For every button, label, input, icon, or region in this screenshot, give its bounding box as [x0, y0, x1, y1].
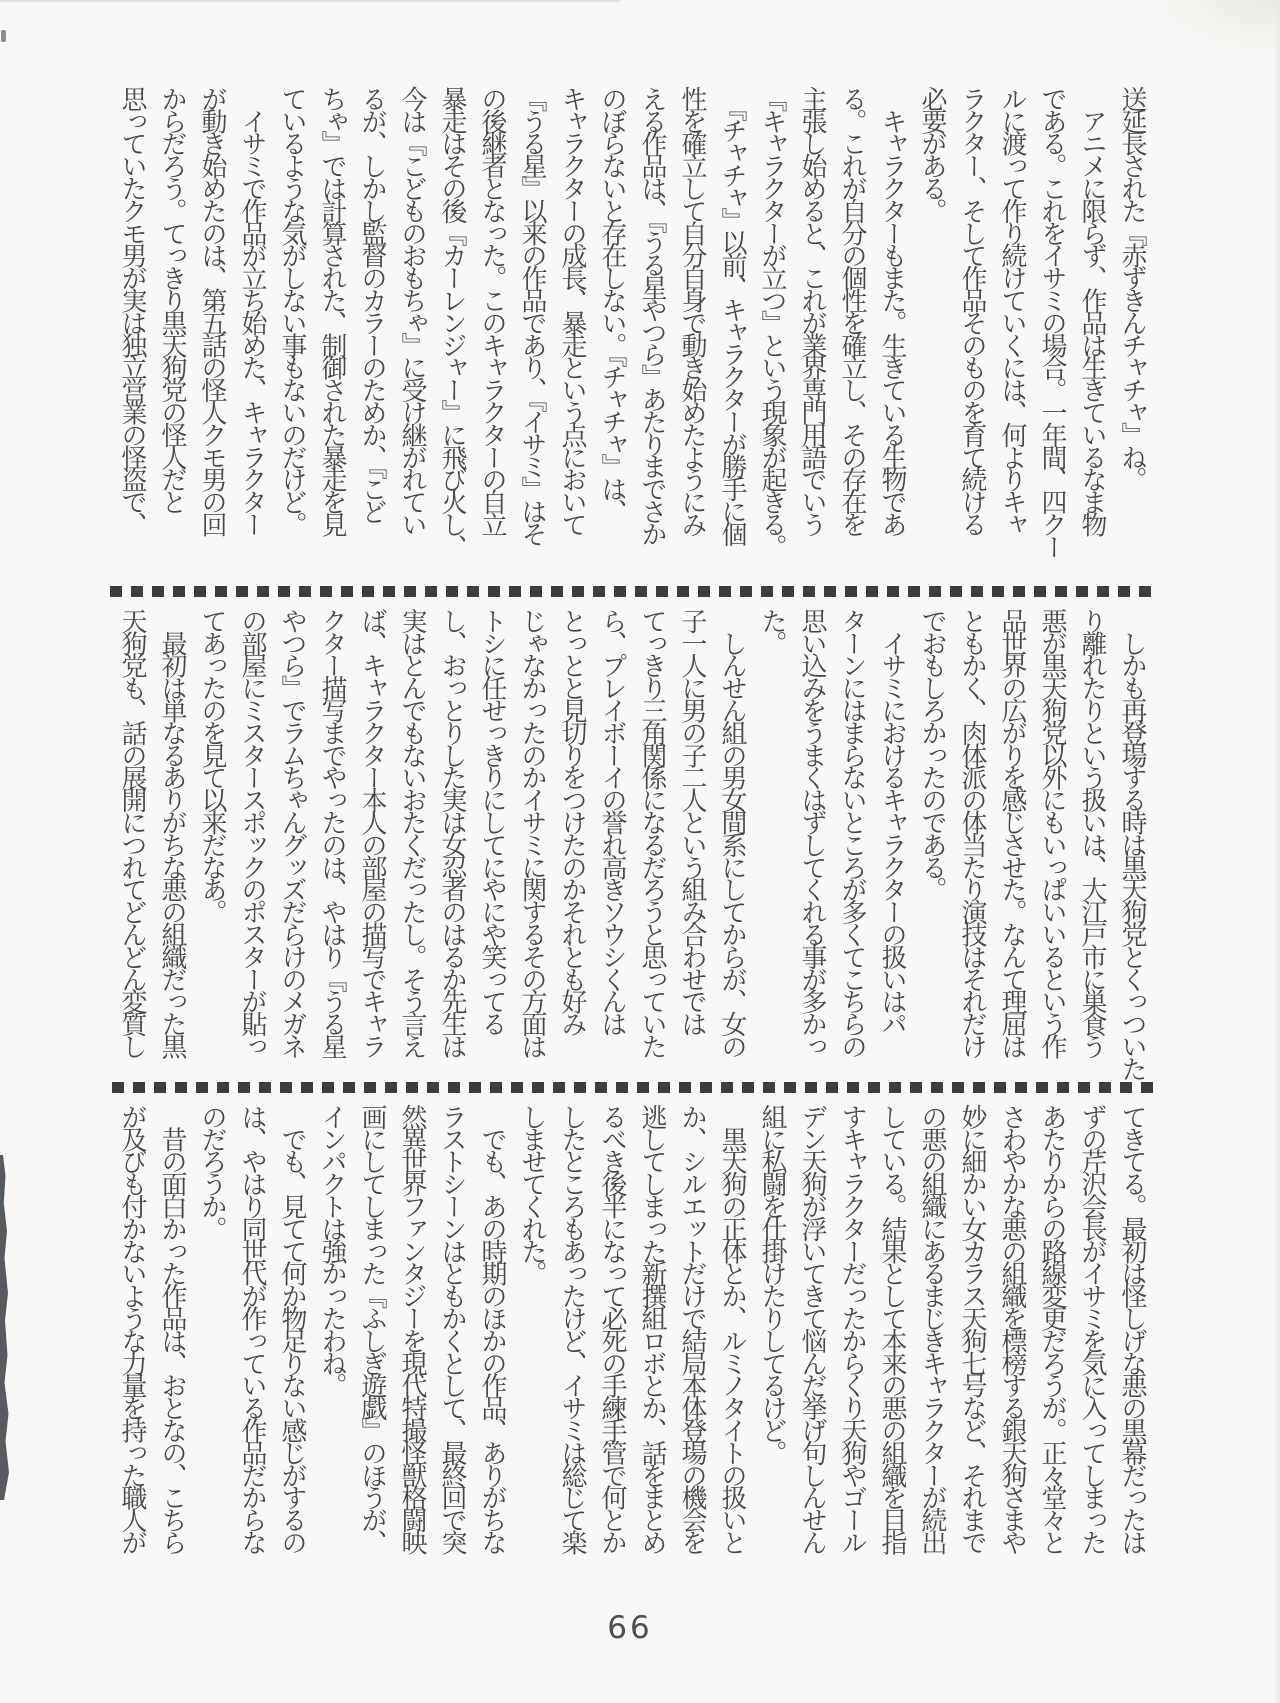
text-column: である。これをイサミの場合。一年間、四クー [1037, 86, 1067, 557]
text-column: が及びも付かないような力量を持った職人が [117, 1104, 147, 1553]
text-column: しかも再登場する時は黒天狗党とくっついた [1117, 608, 1147, 1079]
text-column: 子一人に男の子二人という組み合わせでは [677, 608, 707, 1034]
text-column: 悪が黒天狗党以外にもいっぱいいるという作 [1037, 608, 1067, 1057]
text-column: しませてくれた。 [517, 1104, 547, 1284]
text-column: 品世界の広がりを感じさせた。なんて理屈は [997, 608, 1027, 1057]
text-column: える作品は、『うる星やつら』あたりまでさか [637, 86, 667, 544]
text-column: 性を確立して自分自身で動き始めたようにみ [677, 86, 707, 535]
text-column: の後継者となった。このキャラクターの自立 [477, 86, 507, 535]
text-column: 送延長された『赤ずきんチャチャ』ね。 [1117, 86, 1147, 490]
text-column: やつら』でラムちゃんグッズだらけのメガネ [277, 608, 307, 1057]
text-column: 必要がある。 [917, 86, 947, 221]
text-column: とっとと見切りをつけたのかそれとも好み [557, 608, 587, 1034]
dotted-divider-bottom [112, 1082, 1156, 1093]
text-column: のぼらないと存在しない。『チャチャ』は、 [597, 86, 627, 522]
text-column: ば、キャラクター本人の部屋の描写でキャラ [357, 608, 387, 1057]
text-column: キャラクターもまた。生きている生物であ [877, 86, 907, 535]
text-column: てっきり三角関係になるだろうと思っていた [637, 608, 667, 1057]
text-column: 主張し始めると、これが業界専門用語でいう [797, 86, 827, 535]
text-column: 黒天狗の正体とか、ルミノタイトの扱いと [717, 1104, 747, 1553]
text-column: トシに任せっきりにしてにやにや笑ってる [477, 608, 507, 1034]
text-column: 組に私闘を仕掛けたりしてるけど。 [757, 1104, 787, 1463]
text-column: アニメに限らず、作品は生きているなま物 [1077, 86, 1107, 535]
text-column: か、シルエットだけで結局本体登場の機会を [677, 1104, 707, 1553]
text-column: インパクトは強かったわね。 [317, 1104, 347, 1396]
text-column: でも、見てて何か物足りない感じがするの [277, 1104, 307, 1553]
text-column: ずの芹沢会長がイサミを気に入ってしまった [1077, 1104, 1107, 1553]
text-column: 実はとんでもないおたくだったし。そう言え [397, 608, 427, 1057]
text-column: ているような気がしない事もないのだけど。 [277, 86, 307, 535]
text-section-top [110, 86, 1152, 560]
text-column: ラストシーンはともかくとして、最終回で突 [437, 1104, 467, 1553]
text-column: イサミにおけるキャラクターの扱いはパ [877, 608, 907, 1034]
text-column: てきてる。最初は怪しげな悪の黒幕だったは [1117, 1104, 1147, 1553]
scan-corner-shading [1150, 0, 1280, 55]
text-column: 天狗党も、話の展開につれてどんどん変質し [117, 608, 147, 1057]
text-column: している。結果として本来の悪の組織を目指 [877, 1104, 907, 1553]
text-column: あたりからの路線変更だろうが。正々堂々と [1037, 1104, 1067, 1553]
text-column: るが、しかし監督のカラーのためか、『こど [357, 86, 387, 522]
scan-left-edge-smudge [0, 1155, 10, 1500]
text-column: からだろう。てっきり黒天狗党の怪人だと [157, 86, 187, 512]
text-column: しんせん組の男女間系にしてからが、女の [717, 608, 747, 1057]
text-column: のだろうか。 [197, 1104, 227, 1239]
text-column: が動き始めたのは、第五話の怪人クモ男の回 [197, 86, 227, 535]
text-column: じゃなかったのかイサミに関するその方面は [517, 608, 547, 1057]
text-column: 妙に細かい女カラス天狗七号など、それまで [957, 1104, 987, 1553]
text-column: でおもしろかったのである。 [917, 608, 947, 900]
text-column: 『キャラクターが立つ』という現象が起きる。 [757, 86, 787, 557]
text-column: ターンにはまらないところが多くてこちらの [837, 608, 867, 1057]
text-column: さわやかな悪の組織を標榜する銀天狗さまや [997, 1104, 1027, 1553]
text-column: 『チャチャ』以前、キャラクターが勝手に個 [717, 86, 747, 544]
text-column: てあったのを見て以来だなあ。 [197, 608, 227, 922]
text-column: したところもあったけど、イサミは総じて楽 [557, 1104, 587, 1553]
text-column: ちゃ』では計算された、制御された暴走を見 [317, 86, 347, 535]
text-column: ら、プレイボーイの誉れ高きソウシくんは [597, 608, 627, 1034]
text-column: 然異世界ファンタジーを現代特撮怪獣格闘映 [397, 1104, 427, 1553]
text-column: 思っていたクモ男が実は独立営業の怪盗で、 [117, 86, 147, 535]
page-number: 66 [607, 1610, 653, 1646]
text-column: の悪の組織にあるまじきキャラクターが続出 [917, 1104, 947, 1553]
text-column: イサミで作品が立ち始めた、キャラクター [237, 86, 267, 535]
text-column: り離れたりという扱いは、大江戸市に巣食う [1077, 608, 1107, 1057]
text-column: の部屋にミスタースポックのポスターが貼っ [237, 608, 267, 1057]
text-column: 思い込みをうまくはずしてくれる事が多かっ [797, 608, 827, 1057]
text-column: ラクター、そして作品そのものを育て続ける [957, 86, 987, 535]
scan-top-edge-shadow [0, 0, 620, 3]
text-column: でも、あの時期のほかの作品、ありがちな [477, 1104, 507, 1553]
text-column: し、おっとりした実は女忍者のはるか先生は [437, 608, 467, 1057]
text-section-middle [110, 608, 1152, 1078]
text-column: る。これが自分の個性を確立し、その存在を [837, 86, 867, 535]
text-section-bottom [110, 1104, 1152, 1604]
scan-right-edge-shadow [1274, 0, 1280, 1703]
text-column: ルに渡って作り続けていくには、何よりキャ [997, 86, 1027, 535]
text-column: ともかく、肉体派の体当たり演技はそれだけ [957, 608, 987, 1057]
scan-speck [1, 30, 6, 42]
text-column: 最初は単なるありがちな悪の組織だった黒 [157, 608, 187, 1057]
text-column: 昔の面白かった作品は、おとなの、こちら [157, 1104, 187, 1553]
text-column: 『うる星』以来の作品であり、『イサミ』はそ [517, 86, 547, 544]
text-column: 逃してしまった新撰組ロボとか、話をまとめ [637, 1104, 667, 1553]
text-column: た。 [757, 608, 787, 653]
text-column: デン天狗が浮いてきて悩んだ挙げ句しんせん [797, 1104, 827, 1553]
text-column: すキャラクターだったからくり天狗やゴール [837, 1104, 867, 1553]
text-column: は、やはり同世代が作っている作品だからな [237, 1104, 267, 1553]
text-column: 暴走はその後『カーレンジャー』に飛び火し、 [437, 86, 467, 557]
dotted-divider-top [110, 586, 1154, 597]
text-column: るべき後半になって必死の手練手管で何とか [597, 1104, 627, 1553]
text-column: クター描写までやったのは、やはり『うる星 [317, 608, 347, 1057]
text-column: キャラクターの成長、暴走という点において [557, 86, 587, 535]
text-column: 今は『こどものおもちゃ』に受け継がれてい [397, 86, 427, 535]
text-column: 画にしてしまった『ふしぎ遊戯』のほうが、 [357, 1104, 387, 1553]
